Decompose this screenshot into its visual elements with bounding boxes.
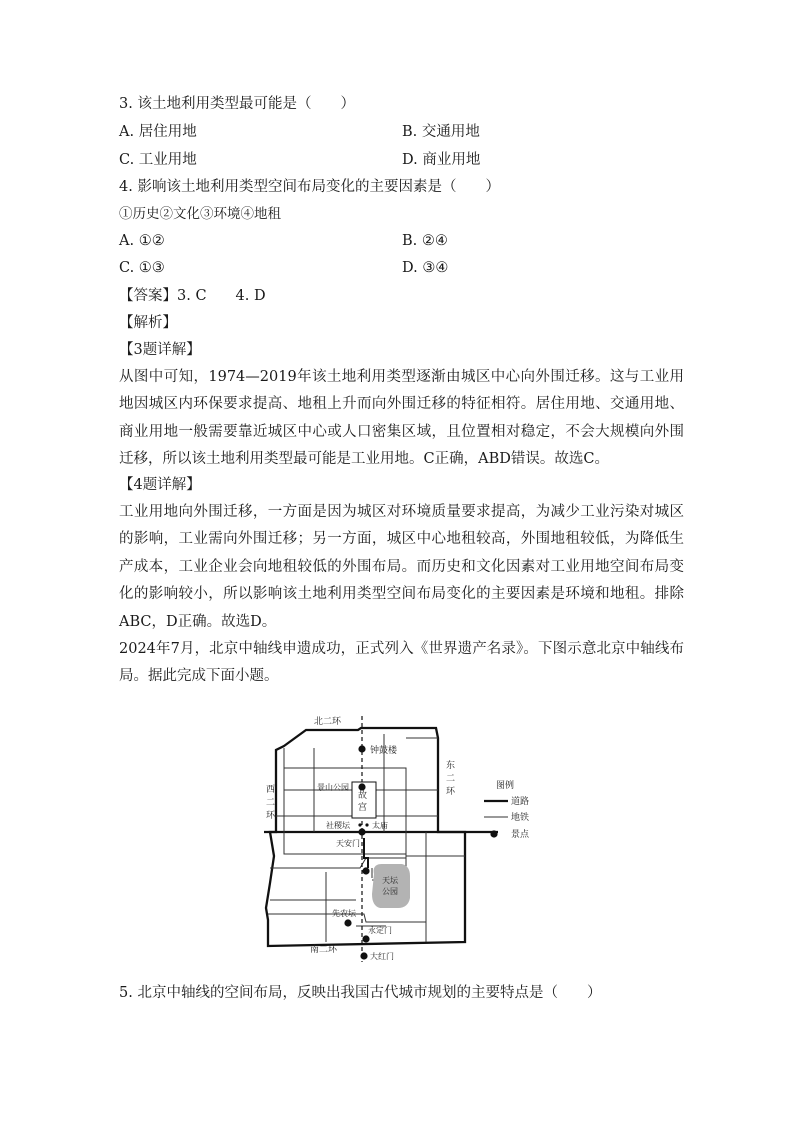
east-ring-label-2: 二 <box>446 774 456 784</box>
intro-text: 2024年7月，北京中轴线申遗成功，正式列入《世界遗产名录》。下图示意北京中轴线布局。据此完成下面小题。 <box>119 641 684 685</box>
temple-of-heaven-park <box>372 864 410 908</box>
q3-option-a: A. 居住用地 <box>119 124 197 140</box>
q4-detail-heading: 【4题详解】 <box>119 477 201 493</box>
q4-option-a: A. ①② <box>119 233 165 249</box>
subway-lines <box>268 734 465 942</box>
map-svg <box>256 708 546 970</box>
q3-option-c: C. 工业用地 <box>119 152 197 168</box>
q3-detail-heading: 【3题详解】 <box>119 342 201 358</box>
legend-subway-label: 地铁 <box>511 813 530 823</box>
q4-factors: ①历史②文化③环境④地租 <box>119 206 281 222</box>
beijing-axis-map <box>256 708 546 970</box>
bell-drum-tower-label: 钟鼓楼 <box>370 746 398 756</box>
taimiao-label: 太庙 <box>372 821 388 830</box>
east-ring-label-1: 东 <box>446 761 456 771</box>
tiananmen-label: 天安门 <box>336 839 360 848</box>
legend-site-label: 景点 <box>511 830 530 840</box>
q3-option-b: B. 交通用地 <box>402 124 480 140</box>
west-ring-label-1: 西 <box>266 785 276 795</box>
west-ring-label-3: 环 <box>266 811 276 821</box>
legend-title: 图例 <box>496 781 515 791</box>
second-ring-road <box>266 728 465 946</box>
q4-option-b: B. ②④ <box>402 233 448 249</box>
jingshan-label: 景山公园 <box>317 783 349 792</box>
west-ring-label-2: 二 <box>266 798 276 808</box>
q4-option-c: C. ①③ <box>119 260 165 276</box>
north-ring-label: 北二环 <box>314 717 342 727</box>
axis-road <box>364 838 368 868</box>
q4-detail-text: 工业用地向外围迁移，一方面是因为城区对环境质量要求提高，为减少工业污染对城区的影响，工业需向外围迁移；另一方面，城区中心地租较高，外围地租较低，为降低生产成本，工业企业会向地租较低的外围布局。而历史和文化因素对工业用地空间布局变化的影响较小，所以影响该土地利用类型空间布局变化的主要因素是环境和地租。排除ABC，D正确。故选D。 <box>119 504 684 630</box>
q4-stem: 4. 影响该土地利用类型空间布局变化的主要因素是（ ） <box>119 179 500 195</box>
sheji-label: 社稷坛 <box>326 821 350 830</box>
q3-option-d: D. 商业用地 <box>402 152 481 168</box>
xiannong-label: 先农坛 <box>332 909 356 918</box>
q3-stem: 3. 该土地利用类型最可能是（ ） <box>119 96 355 112</box>
legend-road-label: 道路 <box>511 797 530 807</box>
palace-label-1: 故 <box>358 791 368 801</box>
answer-line: 【答案】3. C 4. D <box>119 288 266 304</box>
palace-label-2: 宫 <box>358 803 368 813</box>
yongding-label: 永定门 <box>368 926 392 935</box>
q5-stem: 5. 北京中轴线的空间布局，反映出我国古代城市规划的主要特点是（ ） <box>119 985 602 1001</box>
south-ring-label: 南二环 <box>310 945 338 955</box>
scenic-points <box>344 745 369 959</box>
legend-site-swatch <box>490 830 497 837</box>
temple-of-heaven-label-2: 公园 <box>382 887 398 896</box>
q3-detail-text: 从图中可知，1974—2019年该土地利用类型逐渐由城区中心向外围迁移。这与工业用地因城区内环保要求提高、地租上升而向外围迁移的特征相符。居住用地、交通用地、商业用地一般需要靠近城区中心或人口密集区域，且位置相对稳定，不会大规模向外围迁移，所以该土地利用类型最可能是工业用地。C正确，ABD错误。故选C。 <box>119 369 684 468</box>
q4-option-d: D. ③④ <box>402 260 449 276</box>
temple-of-heaven-label-1: 天坛 <box>382 876 398 885</box>
analysis-heading: 【解析】 <box>119 315 177 331</box>
east-ring-label-3: 环 <box>446 787 456 797</box>
dahongmen-label: 大红门 <box>370 952 394 961</box>
